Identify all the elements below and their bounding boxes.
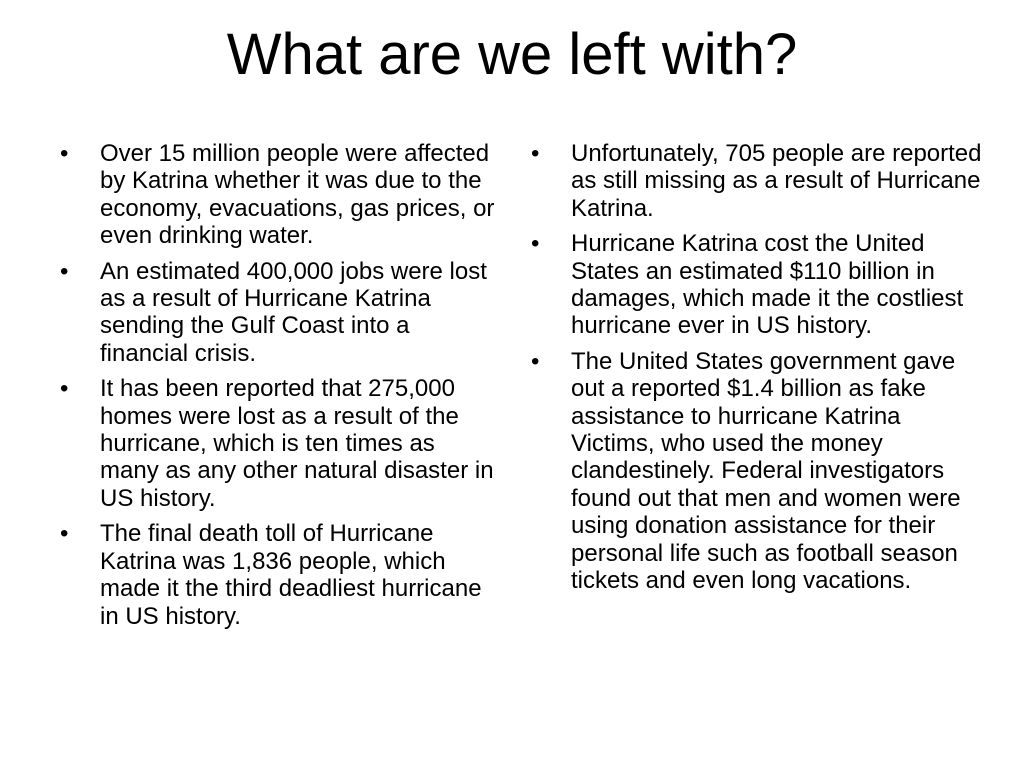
bullet-text: Over 15 million people were affected by Katrina whether it was due to the economy, evacuations, gas prices, or even drinking water. — [100, 140, 495, 250]
bullet-icon: • — [60, 375, 69, 403]
slide-title: What are we left with? — [226, 22, 798, 87]
bullet-text: An estimated 400,000 jobs were lost as a result of Hurricane Katrina sending the Gulf Coast into a financial crisis. — [100, 257, 487, 367]
bullet-item — [531, 230, 986, 340]
bullet-item — [60, 140, 500, 250]
bullet-icon: • — [531, 230, 540, 258]
bullet-item — [531, 140, 986, 222]
bullet-text: It has been reported that 275,000 homes were lost as a result of the hurricane, which is ten times as many as any other natural disaster in US history. — [100, 375, 494, 512]
bullet-text: The United States government gave out a reported $1.4 billion as fake assistance to hurricane Katrina Victims, who used the money clandestinely. Federal investigators found out that men and women were using donation assistance for their personal life such as football season tickets and even long vacations. — [571, 347, 961, 595]
bullet-item — [531, 348, 986, 595]
bullet-item — [60, 375, 500, 512]
bullet-text: The final death toll of Hurricane Katrina was 1,836 people, which made it the third deadliest hurricane in US history. — [100, 520, 482, 630]
bullet-icon: • — [531, 347, 540, 375]
bullet-item — [60, 258, 500, 368]
bullet-text: Hurricane Katrina cost the United States an estimated $110 billion in damages, which made it the costliest hurricane ever in US history. — [571, 230, 964, 340]
bullet-icon: • — [531, 140, 540, 167]
bullet-item — [60, 520, 500, 630]
bullet-icon: • — [60, 520, 69, 548]
bullet-text: Unfortunately, 705 people are reported as still missing as a result of Hurricane Katrina. — [571, 140, 982, 222]
bullet-icon: • — [60, 257, 69, 285]
bullet-icon: • — [60, 140, 69, 167]
right-bullet-list — [531, 140, 986, 603]
left-bullet-list — [60, 140, 500, 638]
